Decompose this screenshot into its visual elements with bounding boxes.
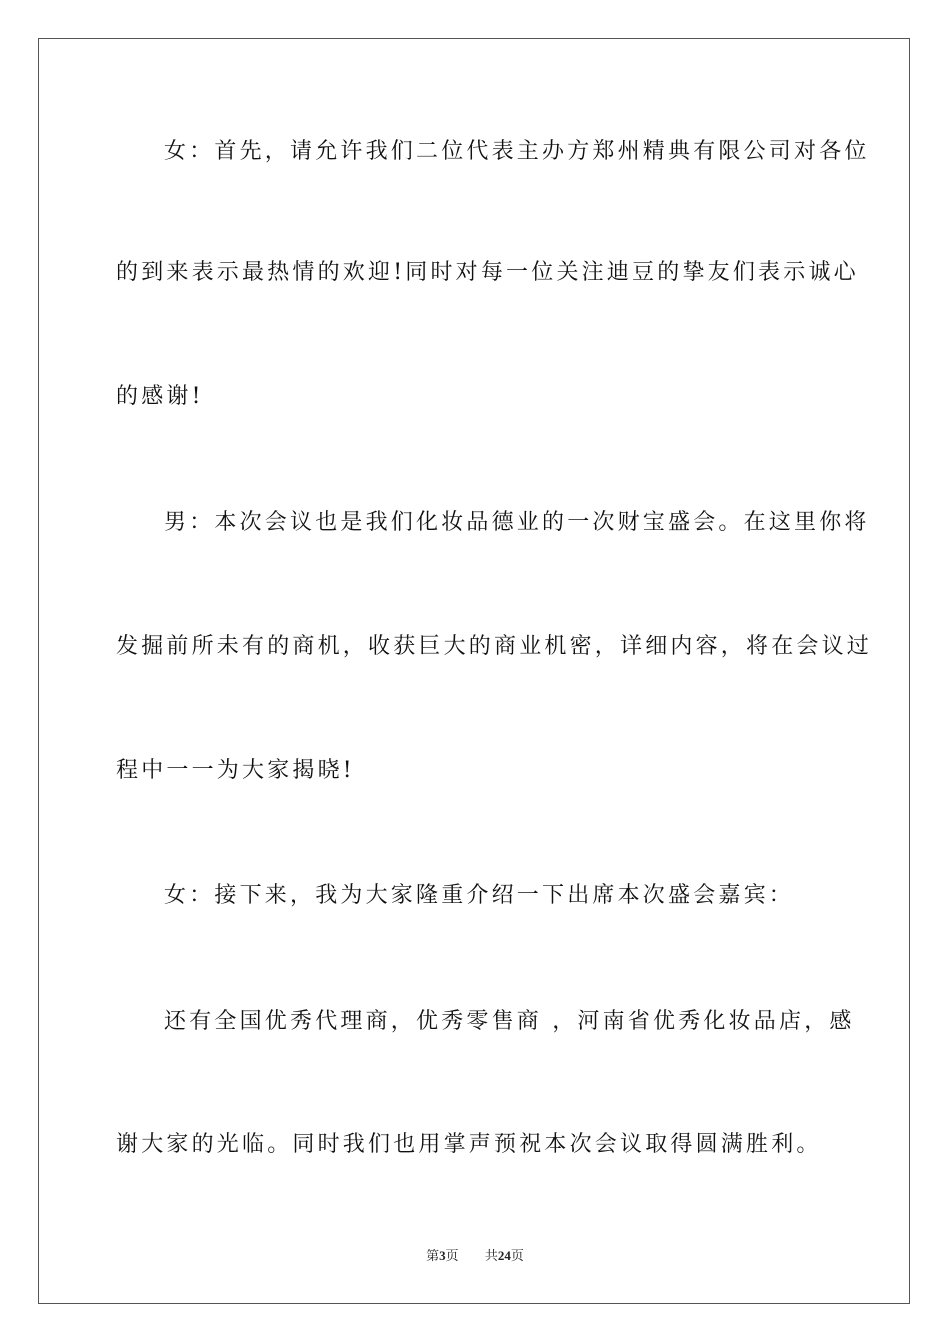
page-suffix: 页 (445, 1249, 459, 1264)
paragraph-1-line-3: 的感谢! (116, 384, 204, 409)
paragraph-1-line-1: 女：首先，请允许我们二位代表主办方郑州精典有限公司对各位 (164, 139, 870, 164)
total-pages-indicator (485, 1246, 524, 1267)
paragraph-3-line-1: 女：接下来，我为大家隆重介绍一下出席本次盛会嘉宾： (164, 883, 795, 908)
paragraph-4-line-1: 还有全国优秀代理商，优秀零售商 ，河南省优秀化妆品店，感 (164, 1009, 855, 1034)
page-number-indicator (426, 1246, 459, 1267)
total-prefix: 共 (484, 1249, 498, 1264)
page-number: 3 (439, 1248, 446, 1263)
page-border (38, 38, 910, 1304)
paragraph-2-line-2: 发掘前所未有的商机，收获巨大的商业机密，详细内容，将在会议过 (116, 634, 873, 659)
paragraph-1-line-2: 的到来表示最热情的欢迎!同时对每一位关注迪豆的挚友们表示诚心 (116, 260, 859, 285)
page-footer (0, 1246, 950, 1267)
total-suffix: 页 (510, 1249, 524, 1264)
paragraph-2-line-1: 男：本次会议也是我们化妆品德业的一次财宝盛会。在这里你将 (164, 510, 870, 535)
total-pages: 24 (497, 1248, 511, 1263)
page-prefix: 第 (426, 1249, 440, 1264)
paragraph-2-line-3: 程中一一为大家揭晓! (116, 758, 355, 783)
paragraph-4-line-2: 谢大家的光临。同时我们也用掌声预祝本次会议取得圆满胜利。 (116, 1132, 822, 1157)
